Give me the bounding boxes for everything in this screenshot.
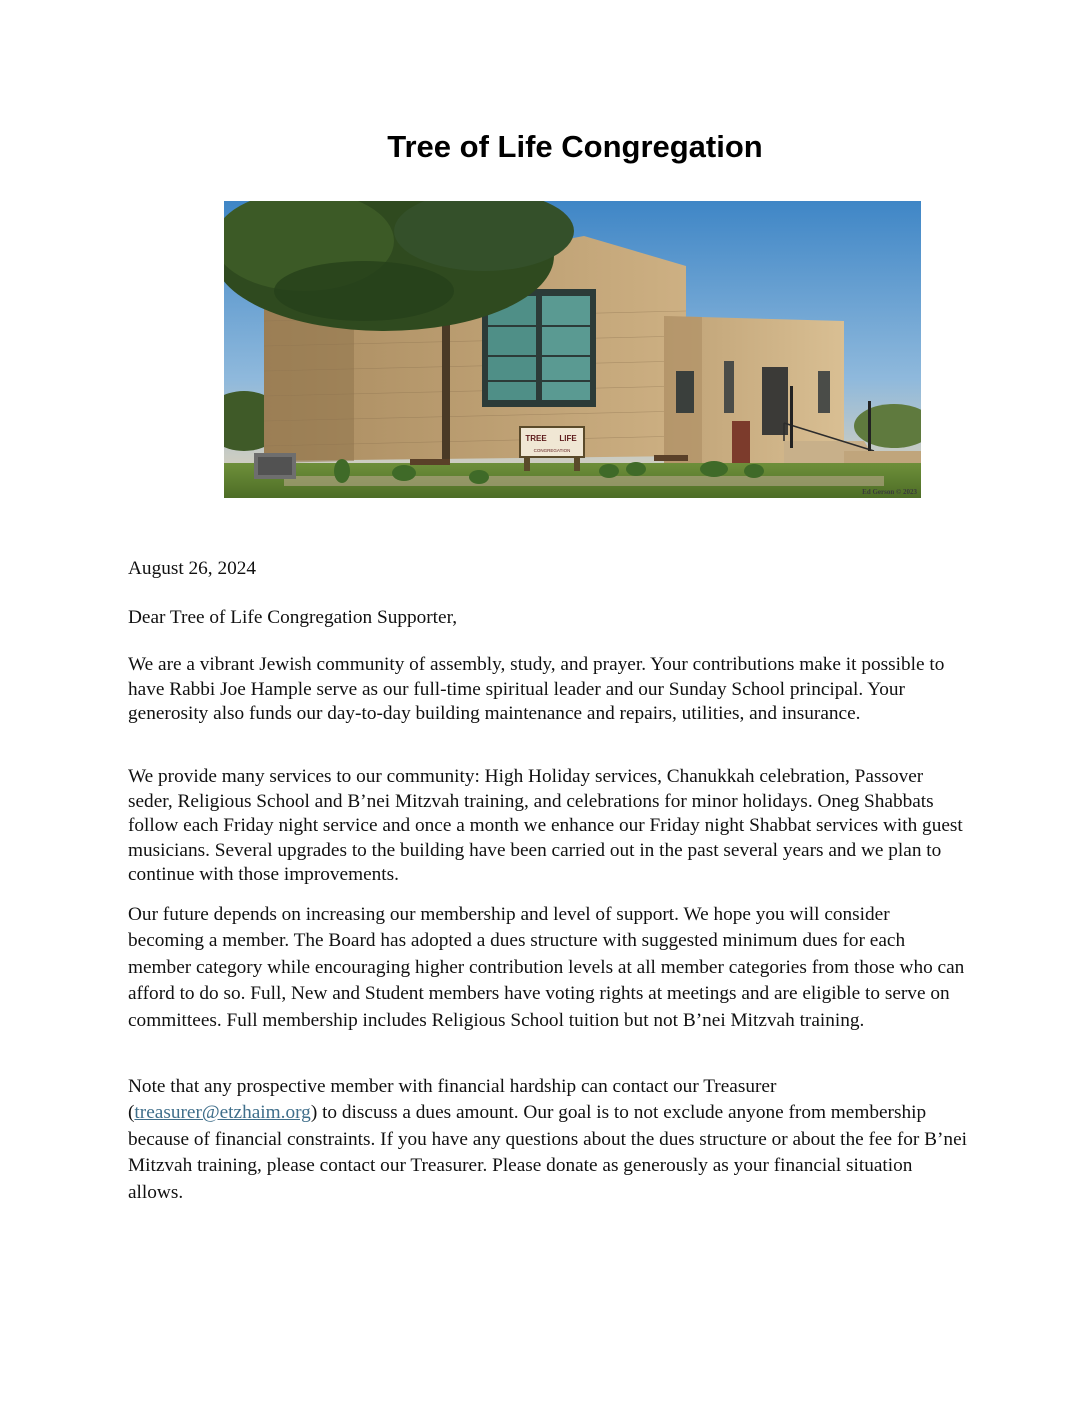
sign-life-text: LIFE — [559, 434, 577, 443]
paragraph-text-end: ) to discuss a dues amount. Our goal is to not exclude anyone from membership because of financial constraints. If you have any questions about the dues structure or about the fee for B’nei Mitzvah training, please contact our Treasurer. Please donate as generously as your financial situation allows. — [128, 1102, 967, 1203]
page-title: Tree of Life Congregation — [387, 129, 763, 164]
paragraph-membership — [128, 902, 968, 1034]
building-illustration — [224, 201, 921, 498]
photo-credit: Ed Gerson © 2023 — [862, 488, 917, 496]
paragraph-text — [128, 1074, 968, 1206]
paragraph-mission — [128, 653, 968, 727]
sign-congregation-text: CONGREGATION — [533, 448, 571, 453]
building-photo — [224, 201, 921, 498]
paragraph-hardship — [128, 1074, 968, 1206]
sign-tree-text: TREE — [525, 434, 547, 443]
paragraph-text: We provide many services to our community: High Holiday services, Chanukkah celebration, Passover seder, Religious School and B’nei Mitzvah training, and celebrations for minor holidays. Oneg Shabbats follow each Friday night service and once a month we enhance our Friday night Shabbat services with guest musicians. Several upgrades to the building have been carried out in the past several years and we plan to continue with those improvements. — [128, 766, 963, 886]
paragraph-text: Our future depends on increasing our membership and level of support. We hope you will consider becoming a member. The Board has adopted a dues structure with suggested minimum dues for each member category while encouraging higher contribution levels at all member categories from those who can afford to do so. Full, New and Student members have voting rights at meetings and are eligible to serve on committees. Full membership includes Religious School tuition but not B’nei Mitzvah training. — [128, 904, 965, 1031]
paragraph-text-start: Note that any prospective member with financial hardship can contact our Treasurer ( — [128, 1076, 777, 1124]
treasurer-email-link[interactable]: treasurer@etzhaim.org — [134, 1102, 311, 1124]
letter-date: August 26, 2024 — [128, 558, 257, 579]
paragraph-text: We are a vibrant Jewish community of assembly, study, and prayer. Your contributions make it possible to have Rabbi Joe Hample serve as our full-time spiritual leader and our Sunday School principal. Your generosity also funds our day-to-day building maintenance and repairs, utilities, and insurance. — [128, 654, 945, 725]
paragraph-services — [128, 765, 968, 888]
letter-salutation: Dear Tree of Life Congregation Supporter, — [128, 607, 458, 628]
